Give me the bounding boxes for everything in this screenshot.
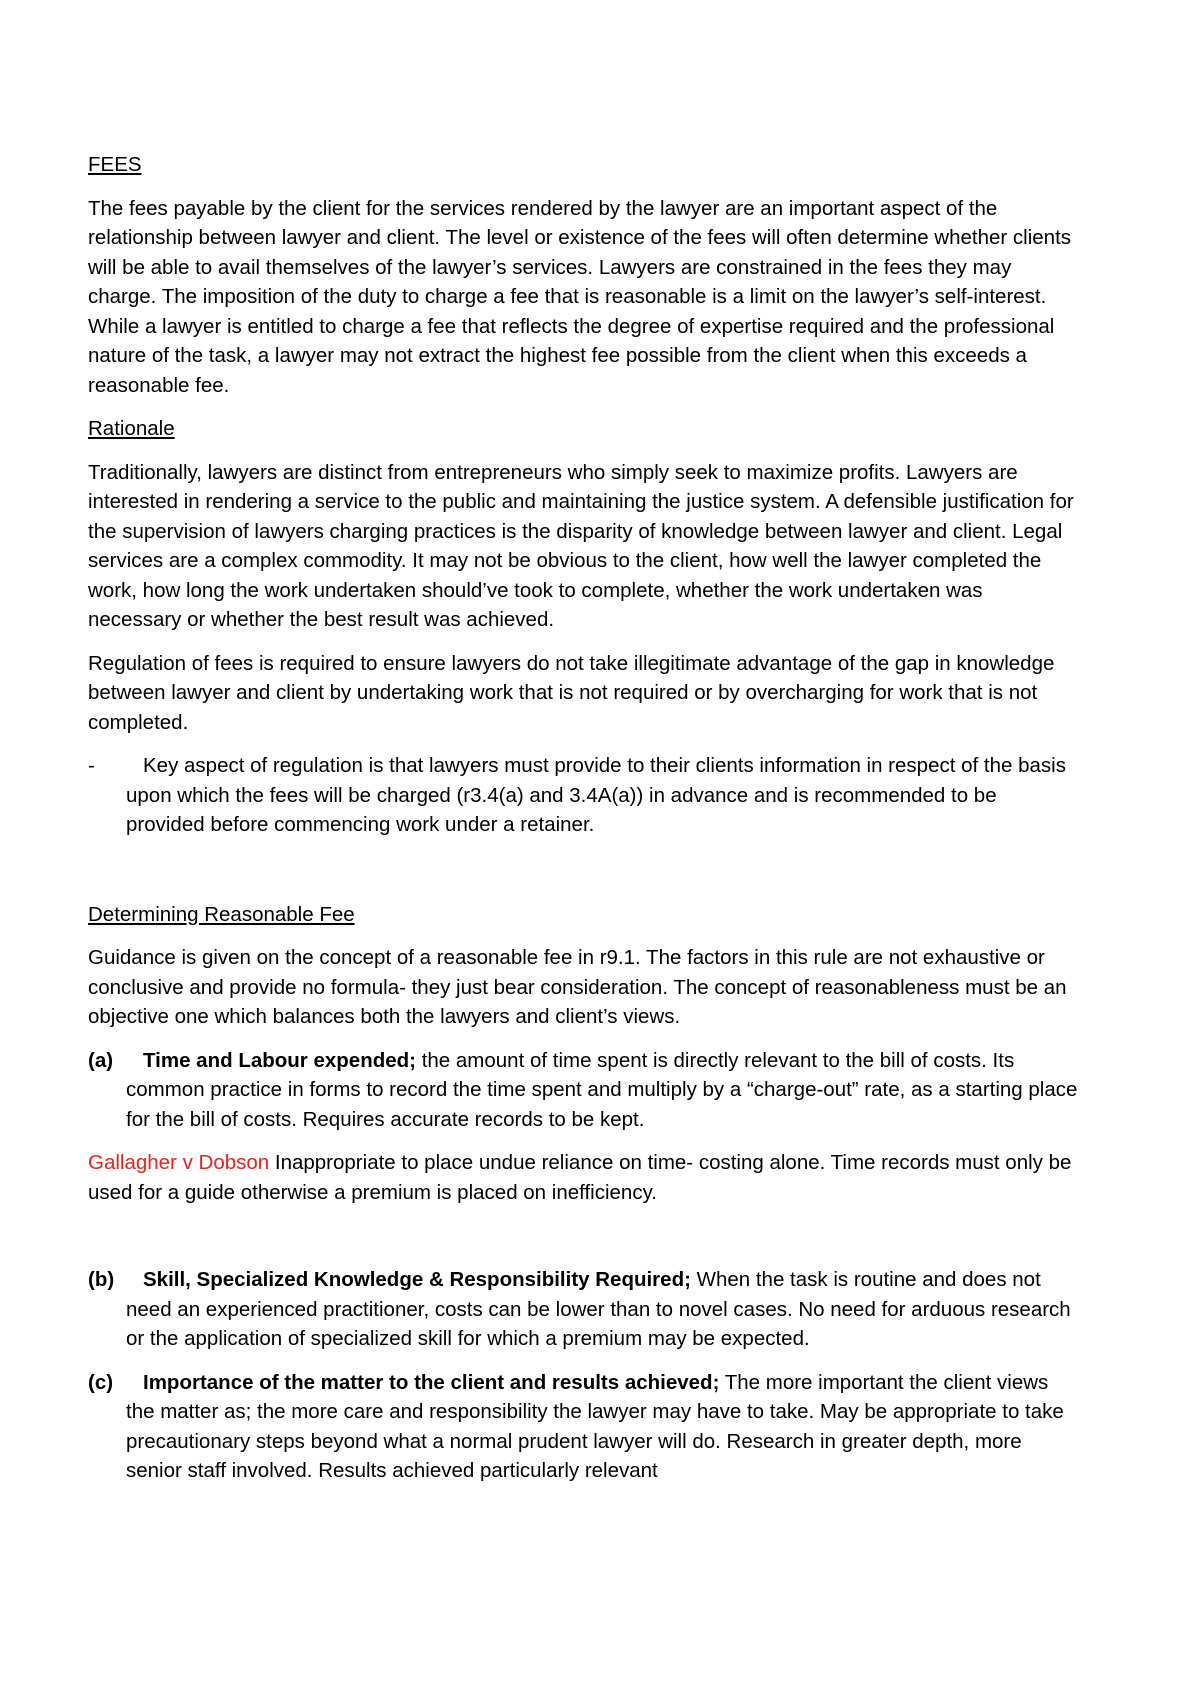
- factor-marker: (b): [88, 1268, 115, 1291]
- case-name: Gallagher v Dobson: [88, 1151, 270, 1174]
- rationale-paragraph-1: Traditionally, lawyers are distinct from entrepreneurs who simply seek to maximize profits. Lawyers are interested in rendering a service to the public and maintaining the justice system. A defensible justification for the supervision of lawyers charging practices is the disparity of knowledge between lawyer and client. Legal services are a complex commodity. It may not be obvious to the client, how well the lawyer completed the work, how long the work undertaken should’ve took to complete, whether the work undertaken was necessary or whether the best result was achieved.: [88, 460, 1074, 631]
- rationale-paragraph-2: Regulation of fees is required to ensure lawyers do not take illegitimate advantage of the gap in knowledge between lawyer and client by undertaking work that is not required or by overcharging for work that is not completed.: [88, 651, 1055, 734]
- rationale-bullet: [88, 751, 1080, 840]
- reasonable-fee-heading: Determining Reasonable Fee: [88, 902, 355, 926]
- spacer: [88, 854, 1080, 900]
- page-title: FEES: [88, 153, 142, 176]
- factor-title: Importance of the matter to the client and results achieved;: [143, 1370, 720, 1394]
- factor-item-a: [88, 1046, 1080, 1135]
- factor-body: When the task is routine and does not need an experienced practitioner, costs can be lower than to novel cases. No need for arduous research or the application of specialized skill for which a premium may be expected.: [126, 1268, 1071, 1350]
- factor-title: Skill, Specialized Knowledge & Responsibility Required;: [143, 1268, 691, 1291]
- reasonable-fee-intro: Guidance is given on the concept of a reasonable fee in r9.1. The factors in this rule are not exhaustive or conclusive and provide no formula- they just bear consideration. The concept of reasonableness must be an objective one which balances both the lawyers and client’s views.: [88, 946, 1067, 1028]
- bullet-marker: -: [88, 754, 95, 777]
- factor-marker: (a): [88, 1048, 114, 1072]
- bullet-text: Key aspect of regulation is that lawyers must provide to their clients information in respect of the basis upon which the fees will be charged (r3.4(a) and 3.4A(a)) in advance and is recommended to be provided before commencing work under a retainer.: [126, 754, 1066, 836]
- case-text: Inappropriate to place undue reliance on time- costing alone. Time records must only be used for a guide otherwise a premium is placed on inefficiency.: [88, 1151, 1072, 1204]
- factor-title: Time and Labour expended;: [143, 1048, 416, 1072]
- factor-item-b: [88, 1265, 1080, 1354]
- case-paragraph: [88, 1148, 1080, 1207]
- rationale-heading: Rationale: [88, 417, 175, 440]
- factor-body: the amount of time spent is directly relevant to the bill of costs. Its common practice in forms to record the time spent and multiply by a “charge-out” rate, as a starting place for the bill of costs. Requires accurate records to be kept.: [126, 1048, 1078, 1131]
- factor-body: The more important the client views the matter as; the more care and responsibility the lawyer may have to take. May be appropriate to take precautionary steps beyond what a normal prudent lawyer will do. Research in greater depth, more senior staff involved. Results achieved particularly relevant: [126, 1370, 1064, 1482]
- factor-marker: (c): [88, 1370, 114, 1394]
- intro-paragraph: The fees payable by the client for the services rendered by the lawyer are an important aspect of the relationship between lawyer and client. The level or existence of the fees will often determine whether clients will be able to avail themselves of the lawyer’s services. Lawyers are constrained in the fees they may charge. The imposition of the duty to charge a fee that is reasonable is a limit on the lawyer’s self-interest. While a lawyer is entitled to charge a fee that reflects the degree of expertise required and the professional nature of the task, a lawyer may not extract the highest fee possible from the client when this exceeds a reasonable fee.: [88, 196, 1072, 397]
- factor-item-c: [88, 1368, 1080, 1486]
- spacer: [88, 1221, 1080, 1265]
